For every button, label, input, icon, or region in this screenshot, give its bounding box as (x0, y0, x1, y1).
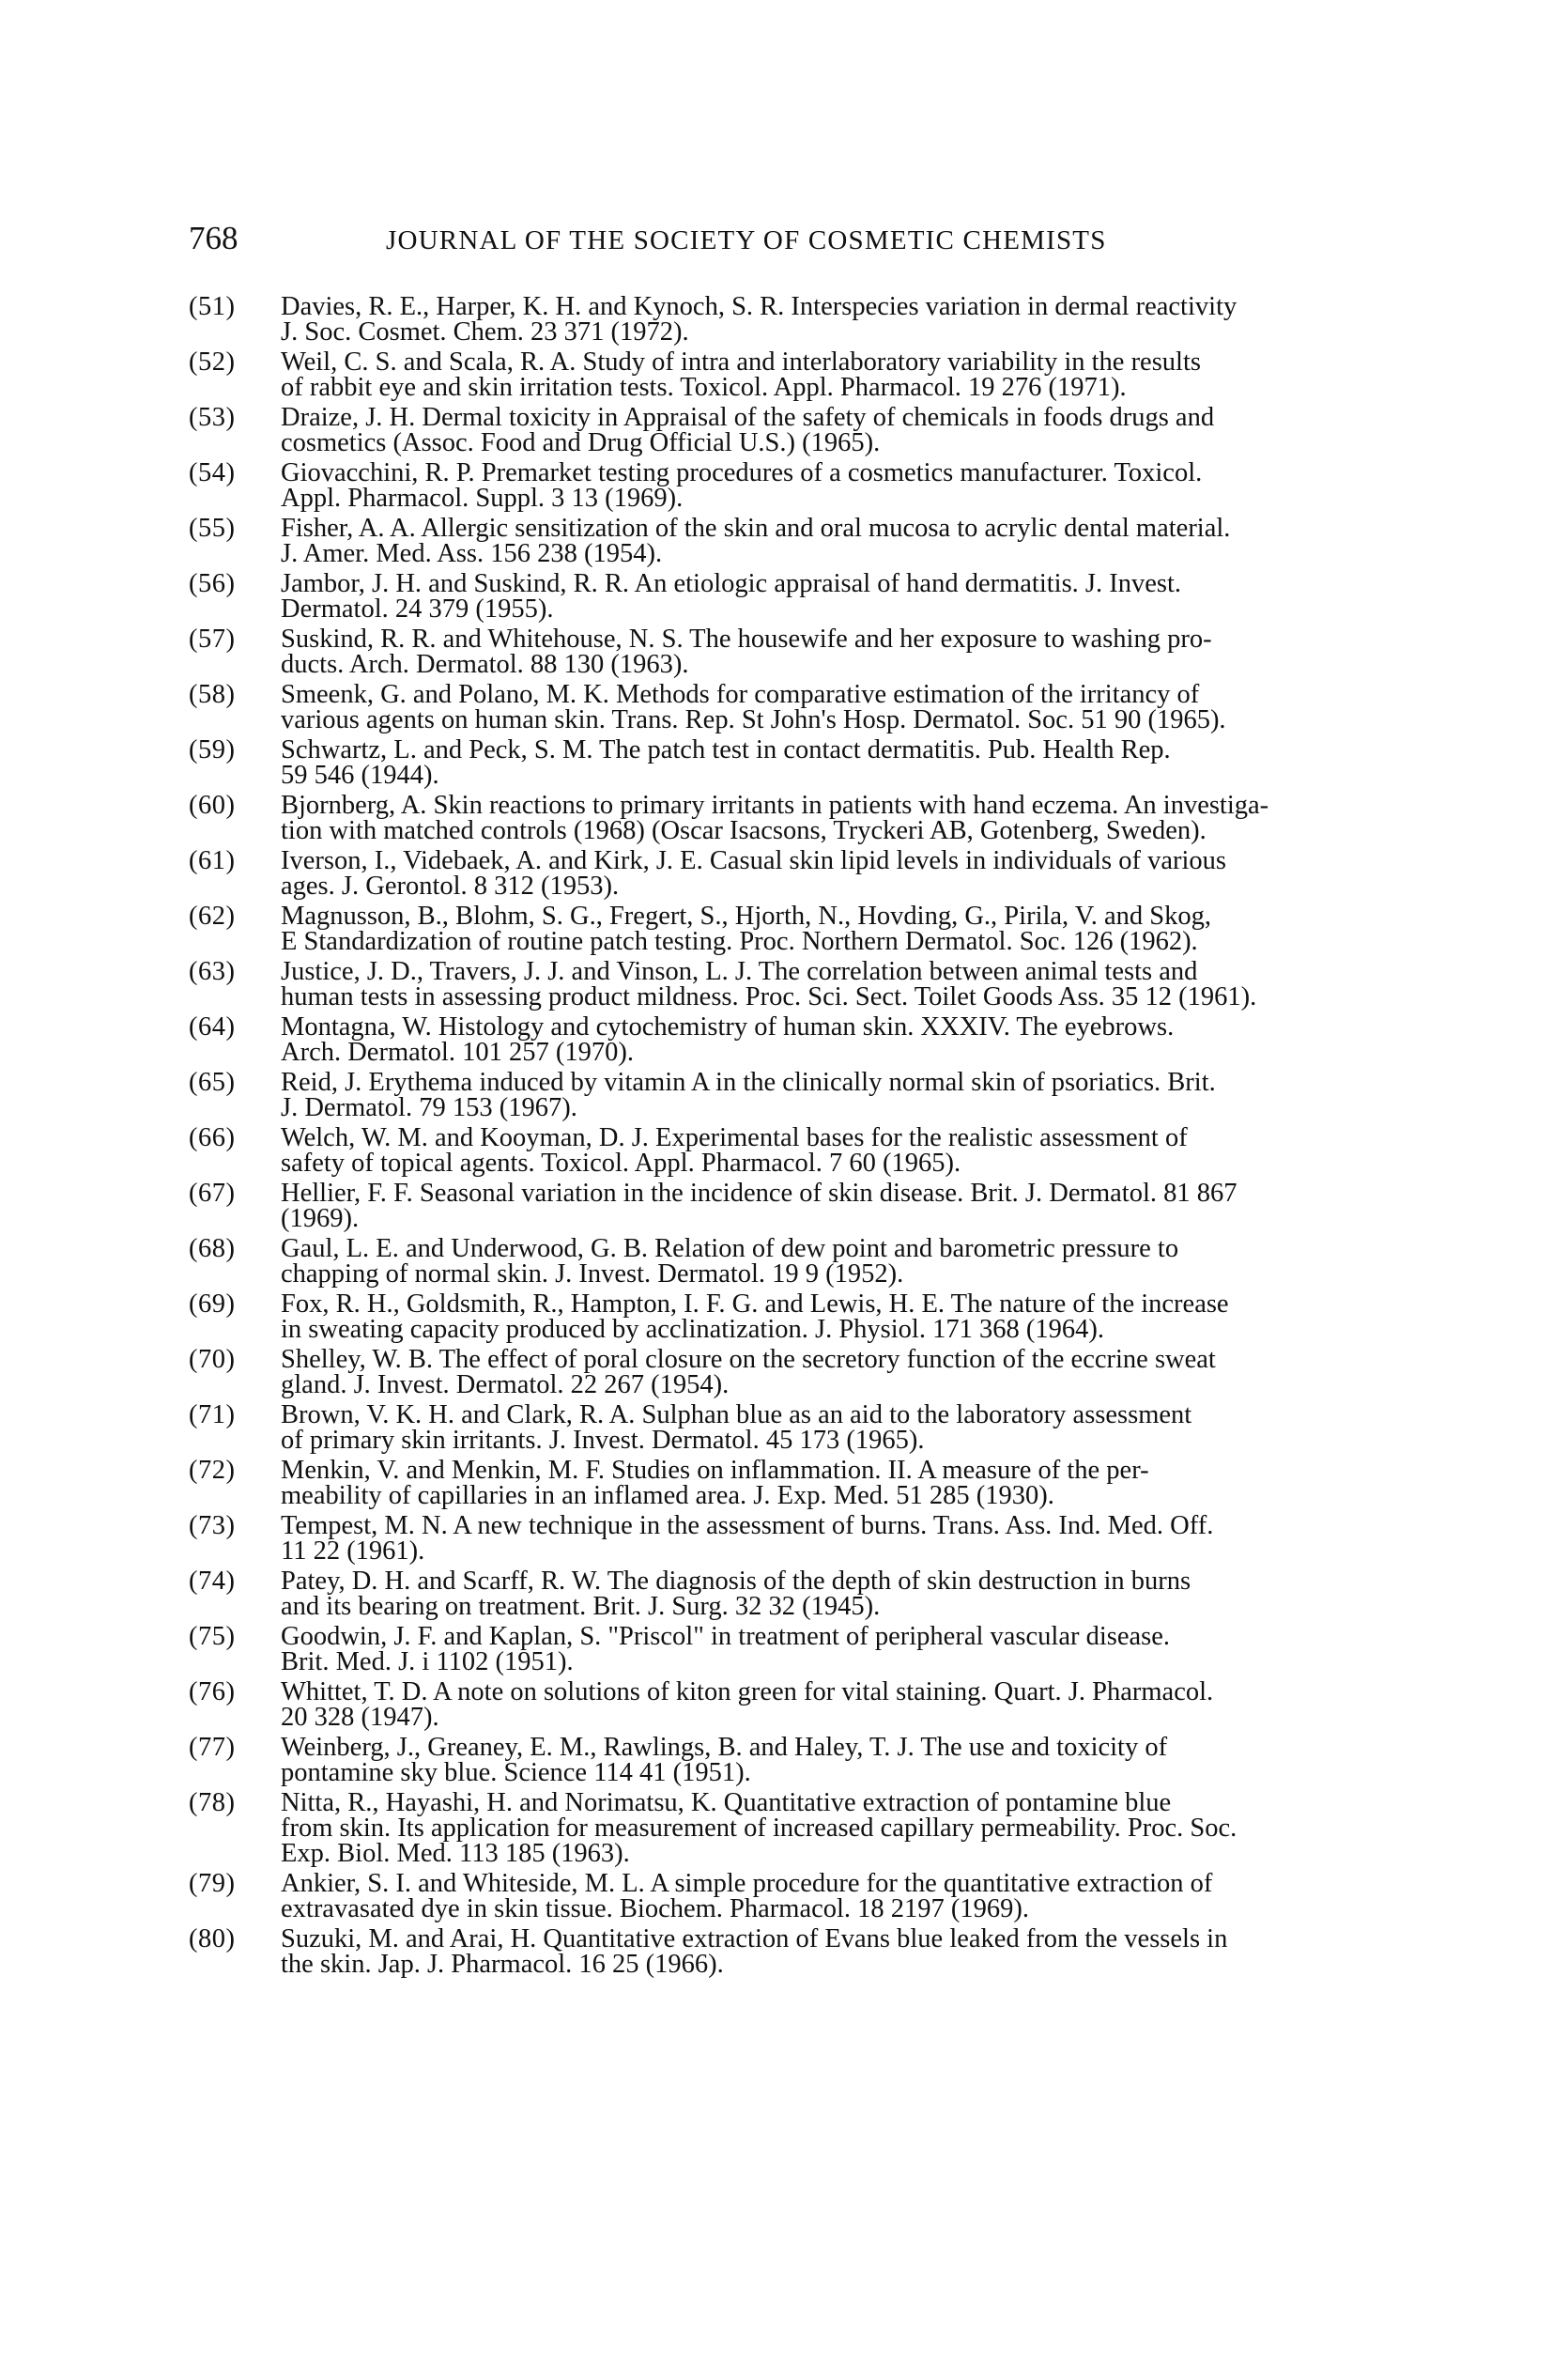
reference-text (281, 682, 1367, 733)
reference-text (281, 571, 1367, 622)
reference-item (189, 1624, 1367, 1675)
reference-text (281, 1458, 1367, 1508)
reference-number: (79) (189, 1869, 236, 1898)
reference-number: (68) (189, 1234, 236, 1263)
reference-line: Weinberg, J., Greaney, E. M., Rawlings, B. and Haley, T. J. The use and toxicity of (281, 1733, 1168, 1762)
reference-list (189, 294, 1367, 1982)
reference-line: Fisher, A. A. Allergic sensitization of the skin and oral mucosa to acrylic dental material. (281, 514, 1231, 543)
reference-line: chapping of normal skin. J. Invest. Dermatol. 19 9 (1952). (281, 1259, 904, 1289)
reference-number: (58) (189, 680, 236, 709)
reference-number: (66) (189, 1123, 236, 1152)
reference-line: Fox, R. H., Goldsmith, R., Hampton, I. F. G. and Lewis, H. E. The nature of the increase (281, 1289, 1229, 1319)
reference-line: gland. J. Invest. Dermatol. 22 267 (1954). (281, 1370, 730, 1399)
reference-item (189, 1679, 1367, 1730)
reference-line: cosmetics (Assoc. Food and Drug Official U.S.) (1965). (281, 428, 881, 457)
reference-line: of rabbit eye and skin irritation tests. Toxicol. Appl. Pharmacol. 19 276 (1971). (281, 373, 1127, 402)
reference-number: (76) (189, 1677, 236, 1706)
page-header (189, 220, 1358, 265)
reference-item (189, 1568, 1367, 1619)
reference-item (189, 793, 1367, 843)
reference-number: (72) (189, 1456, 236, 1485)
reference-line: J. Amer. Med. Ass. 156 238 (1954). (281, 539, 663, 568)
reference-line: 11 22 (1961). (281, 1536, 425, 1566)
reference-number: (55) (189, 514, 236, 543)
reference-number: (75) (189, 1622, 236, 1651)
reference-number: (70) (189, 1345, 236, 1374)
reference-line: Iverson, I., Videbaek, A. and Kirk, J. E. Casual skin lipid levels in individuals of various (281, 846, 1226, 875)
reference-line: pontamine sky blue. Science 114 41 (1951). (281, 1758, 751, 1787)
reference-line: Suzuki, M. and Arai, H. Quantitative extraction of Evans blue leaked from the vessels in (281, 1924, 1228, 1953)
reference-text (281, 349, 1367, 400)
reference-item (189, 626, 1367, 677)
reference-line: Ankier, S. I. and Whiteside, M. L. A simple procedure for the quantitative extraction of (281, 1869, 1213, 1898)
reference-line: human tests in assessing product mildness. Proc. Sci. Sect. Toilet Goods Ass. 35 12 (1961). (281, 982, 1257, 1011)
reference-number: (69) (189, 1289, 236, 1319)
reference-line: 59 546 (1944). (281, 761, 439, 790)
reference-item (189, 848, 1367, 899)
reference-line: Whittet, T. D. A note on solutions of kiton green for vital staining. Quart. J. Pharmacol. (281, 1677, 1214, 1706)
reference-text (281, 405, 1367, 455)
reference-item (189, 1790, 1367, 1866)
reference-number: (63) (189, 957, 236, 986)
reference-line: in sweating capacity produced by acclinatization. J. Physiol. 171 368 (1964). (281, 1315, 1104, 1344)
reference-number: (74) (189, 1567, 236, 1596)
reference-line: Giovacchini, R. P. Premarket testing procedures of a cosmetics manufacturer. Toxicol. (281, 458, 1203, 487)
reference-item (189, 349, 1367, 400)
reference-item (189, 737, 1367, 788)
reference-item (189, 1125, 1367, 1176)
reference-text (281, 1347, 1367, 1397)
reference-text (281, 1624, 1367, 1675)
reference-line: Smeenk, G. and Polano, M. K. Methods for comparative estimation of the irritancy of (281, 680, 1200, 709)
reference-line: extravasated dye in skin tissue. Biochem. Pharmacol. 18 2197 (1969). (281, 1894, 1030, 1923)
reference-line: Jambor, J. H. and Suskind, R. R. An etiologic appraisal of hand dermatitis. J. Invest. (281, 569, 1182, 598)
reference-line: various agents on human skin. Trans. Rep. St John's Hosp. Dermatol. Soc. 51 90 (1965). (281, 705, 1226, 734)
reference-text (281, 1181, 1367, 1231)
reference-item (189, 405, 1367, 455)
reference-line: tion with matched controls (1968) (Oscar Isacsons, Tryckeri AB, Gotenberg, Sweden). (281, 816, 1207, 845)
reference-line: from skin. Its application for measurement of increased capillary permeability. Proc. Soc. (281, 1814, 1237, 1843)
reference-text (281, 903, 1367, 954)
reference-text (281, 848, 1367, 899)
reference-number: (65) (189, 1068, 236, 1097)
reference-item (189, 1458, 1367, 1508)
reference-item (189, 1070, 1367, 1120)
reference-text (281, 1513, 1367, 1564)
reference-text (281, 294, 1367, 345)
reference-line: Davies, R. E., Harper, K. H. and Kynoch, S. R. Interspecies variation in dermal reactivity (281, 292, 1237, 321)
reference-item (189, 294, 1367, 345)
reference-line: Nitta, R., Hayashi, H. and Norimatsu, K. Quantitative extraction of pontamine blue (281, 1788, 1172, 1817)
reference-text (281, 460, 1367, 511)
reference-line: Montagna, W. Histology and cytochemistry of human skin. XXXIV. The eyebrows. (281, 1012, 1175, 1042)
reference-number: (57) (189, 625, 236, 654)
reference-number: (67) (189, 1179, 236, 1208)
reference-item (189, 1926, 1367, 1977)
reference-line: of primary skin irritants. J. Invest. Dermatol. 45 173 (1965). (281, 1426, 925, 1455)
reference-line: Brit. Med. J. i 1102 (1951). (281, 1647, 574, 1676)
reference-line: meability of capillaries in an inflamed area. J. Exp. Med. 51 285 (1930). (281, 1481, 1054, 1510)
reference-text (281, 1125, 1367, 1176)
reference-line: J. Soc. Cosmet. Chem. 23 371 (1972). (281, 317, 689, 347)
reference-number: (53) (189, 403, 236, 432)
reference-number: (62) (189, 902, 236, 931)
reference-item (189, 1513, 1367, 1564)
reference-line: Draize, J. H. Dermal toxicity in Appraisal of the safety of chemicals in foods drugs and (281, 403, 1215, 432)
reference-text (281, 626, 1367, 677)
reference-line: the skin. Jap. J. Pharmacol. 16 25 (1966). (281, 1950, 724, 1979)
reference-line: Brown, V. K. H. and Clark, R. A. Sulphan blue as an aid to the laboratory assessment (281, 1400, 1192, 1429)
reference-line: Suskind, R. R. and Whitehouse, N. S. The housewife and her exposure to washing pro- (281, 625, 1212, 654)
reference-item (189, 1402, 1367, 1453)
reference-line: Gaul, L. E. and Underwood, G. B. Relation of dew point and barometric pressure to (281, 1234, 1179, 1263)
reference-number: (73) (189, 1511, 236, 1540)
reference-line: safety of topical agents. Toxicol. Appl. Pharmacol. 7 60 (1965). (281, 1149, 961, 1178)
reference-line: 20 328 (1947). (281, 1703, 439, 1732)
reference-item (189, 1236, 1367, 1287)
reference-line: Schwartz, L. and Peck, S. M. The patch test in contact dermatitis. Pub. Health Rep. (281, 735, 1171, 764)
reference-item (189, 516, 1367, 566)
reference-number: (80) (189, 1924, 236, 1953)
reference-line: Menkin, V. and Menkin, M. F. Studies on inflammation. II. A measure of the per- (281, 1456, 1149, 1485)
reference-text (281, 1926, 1367, 1977)
reference-line: Patey, D. H. and Scarff, R. W. The diagnosis of the depth of skin destruction in burns (281, 1567, 1191, 1596)
reference-text (281, 1790, 1367, 1866)
reference-number: (54) (189, 458, 236, 487)
reference-number: (64) (189, 1012, 236, 1042)
reference-text (281, 1735, 1367, 1785)
reference-line: Justice, J. D., Travers, J. J. and Vinson, L. J. The correlation between animal tests and (281, 957, 1198, 986)
reference-text (281, 1679, 1367, 1730)
reference-text (281, 1014, 1367, 1065)
reference-item (189, 571, 1367, 622)
reference-text (281, 737, 1367, 788)
reference-number: (78) (189, 1788, 236, 1817)
reference-text (281, 1070, 1367, 1120)
reference-line: Tempest, M. N. A new technique in the assessment of burns. Trans. Ass. Ind. Med. Off. (281, 1511, 1214, 1540)
reference-line: Reid, J. Erythema induced by vitamin A in the clinically normal skin of psoriatics. Brit. (281, 1068, 1216, 1097)
reference-line: Appl. Pharmacol. Suppl. 3 13 (1969). (281, 484, 684, 513)
reference-line: Weil, C. S. and Scala, R. A. Study of intra and interlaboratory variability in the results (281, 347, 1201, 377)
reference-line: (1969). (281, 1204, 360, 1233)
reference-line: Bjornberg, A. Skin reactions to primary irritants in patients with hand eczema. An investiga- (281, 791, 1269, 820)
reference-item (189, 460, 1367, 511)
reference-line: Hellier, F. F. Seasonal variation in the incidence of skin disease. Brit. J. Dermatol. 81 867 (281, 1179, 1237, 1208)
reference-number: (71) (189, 1400, 236, 1429)
reference-number: (59) (189, 735, 236, 764)
reference-number: (51) (189, 292, 236, 321)
reference-line: J. Dermatol. 79 153 (1967). (281, 1093, 577, 1122)
running-title: JOURNAL OF THE SOCIETY OF COSMETIC CHEMISTS (386, 225, 1107, 255)
reference-line: ducts. Arch. Dermatol. 88 130 (1963). (281, 650, 689, 679)
reference-item (189, 959, 1367, 1010)
reference-item (189, 1014, 1367, 1065)
reference-text (281, 1871, 1367, 1922)
reference-item (189, 682, 1367, 733)
reference-text (281, 793, 1367, 843)
reference-line: Shelley, W. B. The effect of poral closure on the secretory function of the eccrine sweat (281, 1345, 1216, 1374)
reference-number: (52) (189, 347, 236, 377)
reference-text (281, 1402, 1367, 1453)
reference-number: (56) (189, 569, 236, 598)
reference-line: and its bearing on treatment. Brit. J. Surg. 32 32 (1945). (281, 1592, 881, 1621)
reference-item (189, 1347, 1367, 1397)
reference-text (281, 1568, 1367, 1619)
reference-number: (61) (189, 846, 236, 875)
reference-item (189, 1735, 1367, 1785)
reference-text (281, 516, 1367, 566)
reference-line: E Standardization of routine patch testing. Proc. Northern Dermatol. Soc. 126 (1962). (281, 927, 1198, 956)
reference-text (281, 1236, 1367, 1287)
reference-line: Exp. Biol. Med. 113 185 (1963). (281, 1839, 630, 1868)
reference-text (281, 1291, 1367, 1342)
reference-item (189, 1871, 1367, 1922)
reference-item (189, 1181, 1367, 1231)
reference-item (189, 903, 1367, 954)
reference-line: Dermatol. 24 379 (1955). (281, 594, 554, 624)
reference-line: Magnusson, B., Blohm, S. G., Fregert, S., Hjorth, N., Hovding, G., Pirila, V. and Skog, (281, 902, 1211, 931)
page-number: 768 (189, 220, 238, 256)
reference-line: Welch, W. M. and Kooyman, D. J. Experimental bases for the realistic assessment of (281, 1123, 1188, 1152)
reference-text (281, 959, 1367, 1010)
reference-line: ages. J. Gerontol. 8 312 (1953). (281, 872, 620, 901)
reference-line: Goodwin, J. F. and Kaplan, S. "Priscol" in treatment of peripheral vascular disease. (281, 1622, 1171, 1651)
reference-number: (77) (189, 1733, 236, 1762)
reference-item (189, 1291, 1367, 1342)
reference-number: (60) (189, 791, 236, 820)
reference-line: Arch. Dermatol. 101 257 (1970). (281, 1038, 634, 1067)
